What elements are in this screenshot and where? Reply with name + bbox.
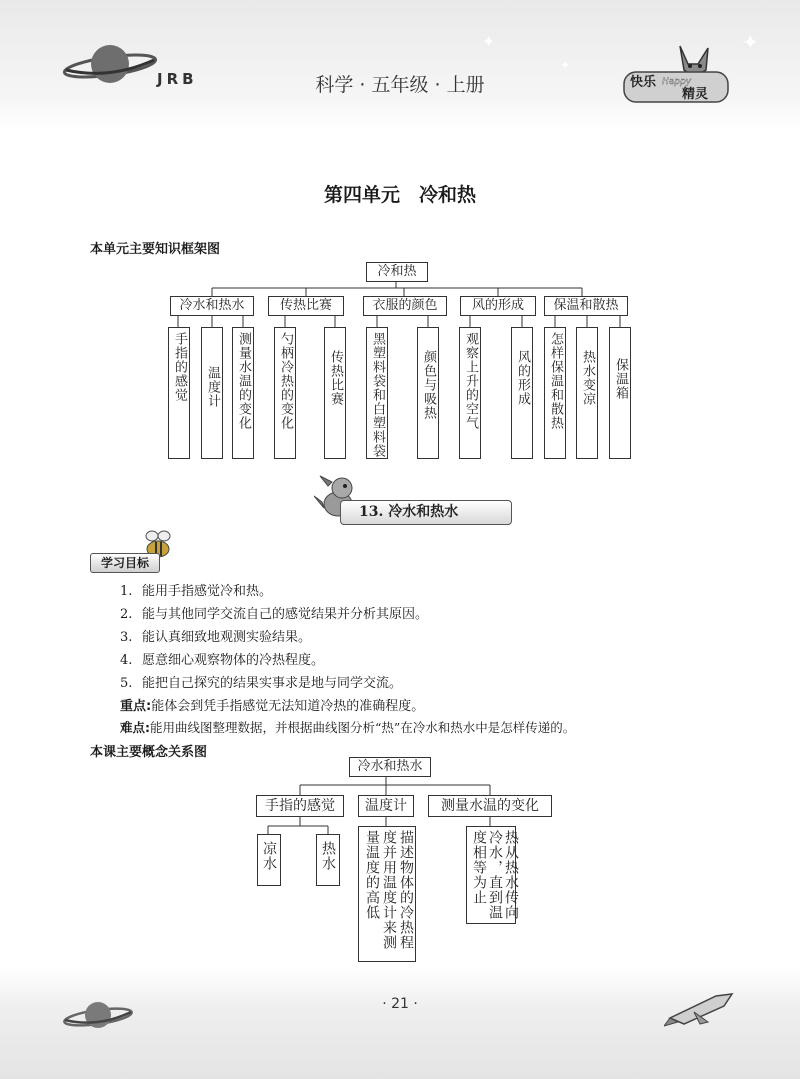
star-icon: ✦ — [742, 30, 759, 54]
framework-group: 冷水和热水 — [170, 296, 254, 316]
framework-leaf: 黑塑料袋和白塑料袋 — [366, 327, 388, 459]
unit-title: 第四单元 冷和热 — [323, 184, 476, 206]
concept-leaf: 热从热水传向冷水，直到温度相等为止 — [466, 826, 516, 924]
framework-group: 衣服的颜色 — [363, 296, 447, 316]
framework-leaf: 手指的感觉 — [168, 327, 190, 459]
goal-item: 1. 能用手指感觉冷和热。 — [120, 584, 273, 599]
concept-label: 本课主要概念关系图 — [90, 745, 208, 760]
page-footer — [0, 968, 800, 1079]
difficulty-label: 难点: — [120, 720, 150, 735]
framework-leaf: 颜色与吸热 — [417, 327, 439, 459]
goal-item: 3. 能认真细致地观测实验结果。 — [120, 630, 312, 645]
framework-root: 冷和热 — [366, 262, 428, 282]
framework-leaf: 保温箱 — [609, 327, 631, 459]
framework-leaf: 热水变凉 — [576, 327, 598, 459]
framework-leaf: 传热比赛 — [324, 327, 346, 459]
star-icon: ✦ — [482, 32, 496, 51]
concept-root: 冷水和热水 — [349, 757, 431, 777]
keypoint: 重点:能体会到凭手指感觉无法知道冷热的准确程度。 — [120, 699, 425, 714]
framework-leaf: 怎样保温和散热 — [544, 327, 566, 459]
logo-text-2: Happy — [662, 77, 692, 87]
framework-leaf: 温度计 — [201, 327, 223, 459]
framework-group: 保温和散热 — [544, 296, 628, 316]
framework-leaf: 风的形成 — [511, 327, 533, 459]
concept-leaf: 凉水 — [257, 834, 281, 886]
keypoint-label: 重点: — [120, 699, 152, 714]
framework-leaf: 测量水温的变化 — [232, 327, 254, 459]
concept-node: 温度计 — [358, 795, 414, 817]
concept-node: 手指的感觉 — [256, 795, 344, 817]
goal-item: 4. 愿意细心观察物体的冷热程度。 — [120, 653, 325, 668]
concept-node: 测量水温的变化 — [428, 795, 552, 817]
goal-item: 5. 能把自己探究的结果实事求是地与同学交流。 — [120, 676, 403, 691]
learning-goals-tag: 学习目标 — [90, 553, 160, 573]
framework-group: 风的形成 — [460, 296, 536, 316]
logo-text-3: 精灵 — [682, 87, 709, 102]
page-number: · 21 · — [382, 996, 418, 1012]
framework-label: 本单元主要知识框架图 — [90, 242, 221, 257]
lesson-title-banner: 13. 冷水和热水 — [340, 500, 512, 525]
brand-logo: JRB — [157, 70, 198, 88]
goal-item: 2. 能与其他同学交流自己的感觉结果并分析其原因。 — [120, 607, 429, 622]
framework-leaf: 勺柄冷热的变化 — [274, 327, 296, 459]
difficulty: 难点:能用曲线图整理数据，并根据曲线图分析“热”在冷水和热水中是怎样传递的。 — [120, 720, 576, 735]
framework-group: 传热比赛 — [268, 296, 344, 316]
logo-text-1: 快乐 — [630, 75, 657, 90]
book-title: 科学 · 五年级 · 上册 — [315, 74, 485, 96]
framework-leaf: 观察上升的空气 — [459, 327, 481, 459]
concept-leaf: 描述物体的冷热程度并用温度计来测量温度的高低 — [358, 826, 416, 962]
concept-leaf: 热水 — [316, 834, 340, 886]
star-icon: ✦ — [560, 58, 571, 72]
